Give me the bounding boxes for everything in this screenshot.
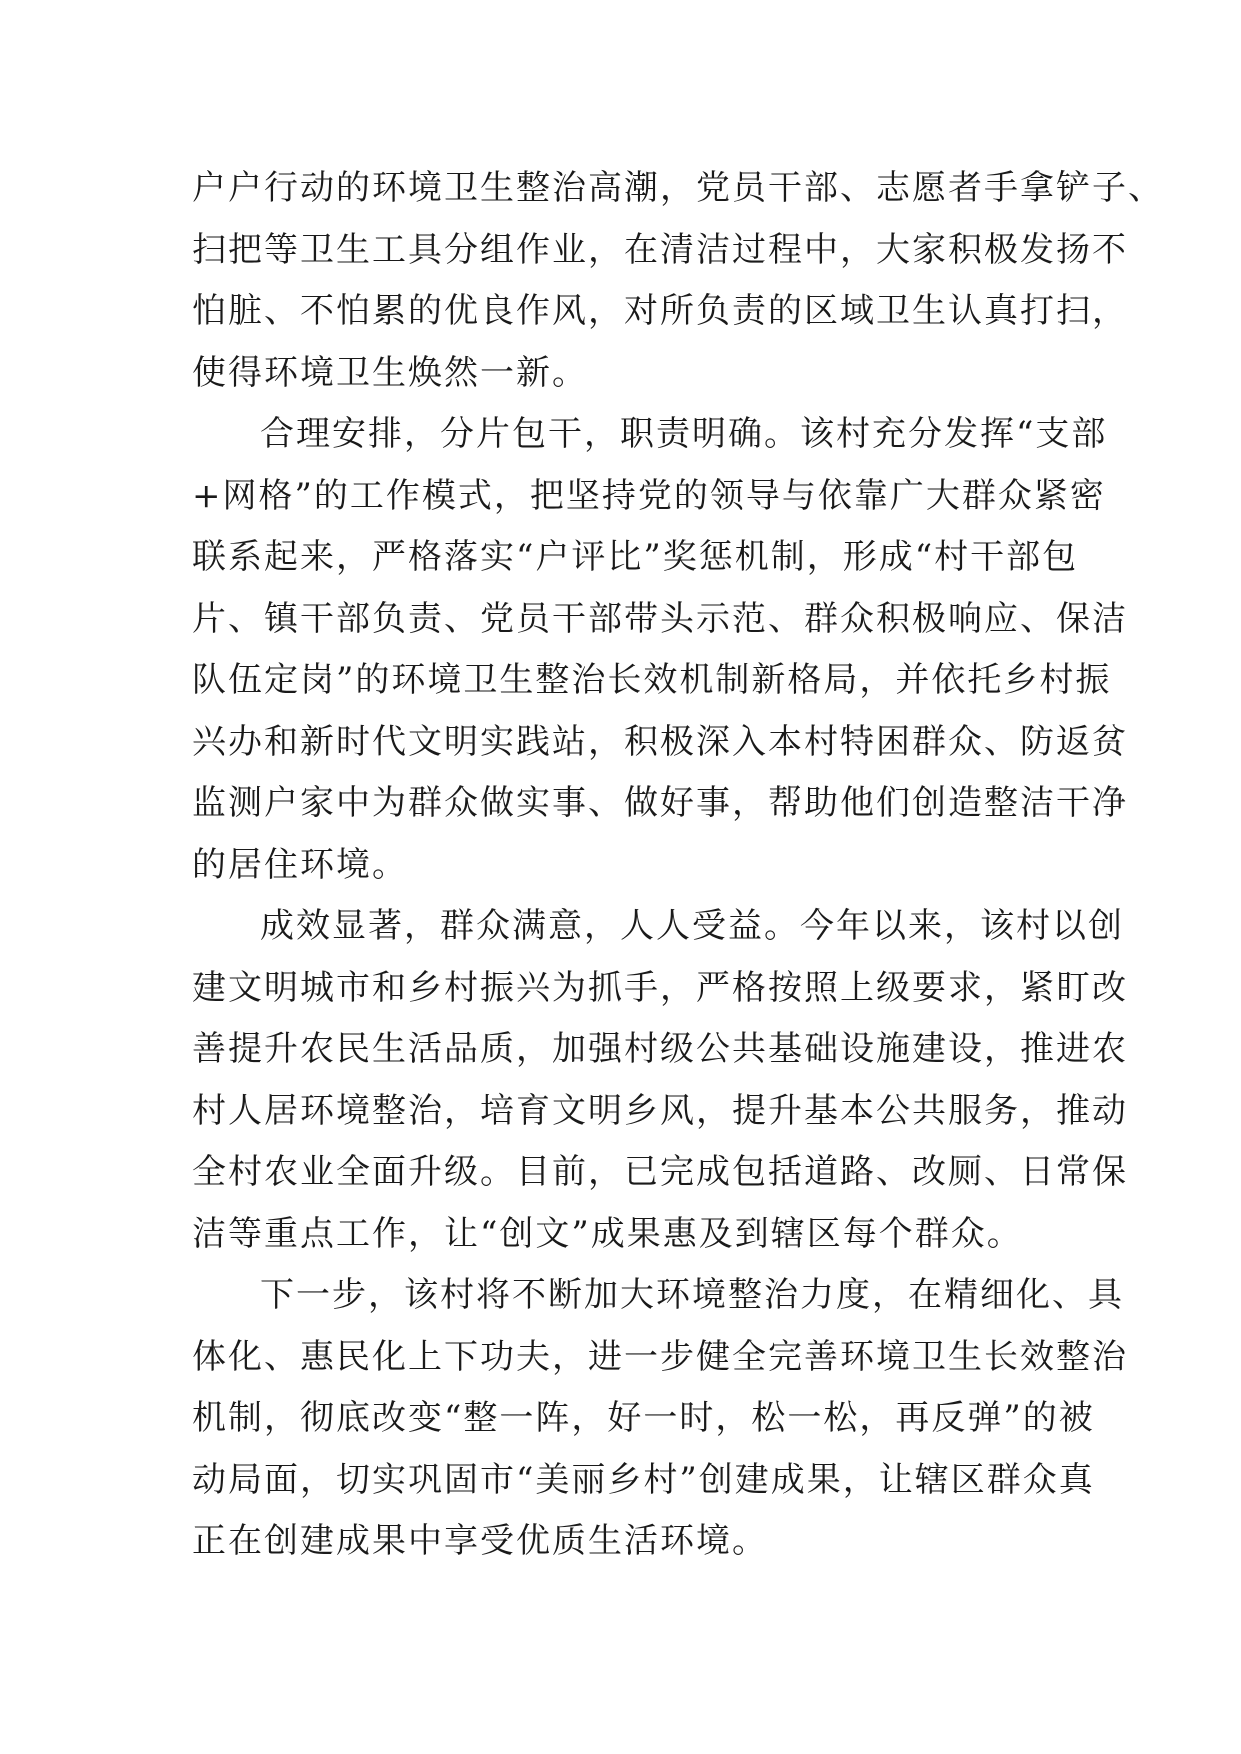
text-line: 使得环境卫生焕然一新。 — [192, 352, 588, 393]
text-line: 兴办和新时代文明实践站，积极深入本村特困群众、防返贫 — [192, 721, 1128, 762]
text-line: 户户行动的环境卫生整治高潮，党员干部、志愿者手拿铲子、 — [192, 168, 1164, 208]
text-line: 村人居环境整治，培育文明乡风，提升基本公共服务，推动 — [192, 1090, 1128, 1131]
text-line: 正在创建成果中享受优质生活环境。 — [192, 1521, 768, 1561]
text-line: +网格”的工作模式，把坚持党的领导与依靠广大群众紧密 — [192, 475, 1106, 516]
text-line: 动局面，切实巩固市“美丽乡村”创建成果，让辖区群众真 — [192, 1459, 1095, 1500]
text-line: 队伍定岗”的环境卫生整治长效机制新格局，并依托乡村振 — [192, 660, 1112, 700]
text-line: 全村农业全面升级。目前，已完成包括道路、改厕、日常保 — [192, 1152, 1128, 1192]
text-line: 联系起来，严格落实“户评比”奖惩机制，形成“村干部包 — [192, 537, 1079, 577]
text-line: 体化、惠民化上下功夫，进一步健全完善环境卫生长效整治 — [192, 1336, 1128, 1377]
paragraph-first-line: 下一步，该村将不断加大环境整治力度，在精细化、具 — [260, 1275, 1124, 1315]
text-line: 善提升农民生活品质，加强村级公共基础设施建设，推进农 — [192, 1029, 1128, 1069]
text-line: 片、镇干部负责、党员干部带头示范、群众积极响应、保洁 — [192, 598, 1128, 639]
body-text — [192, 158, 1164, 1573]
text-line: 扫把等卫生工具分组作业，在清洁过程中，大家积极发扬不 — [192, 229, 1128, 270]
text-line: 的居住环境。 — [192, 844, 408, 885]
text-line: 洁等重点工作，让“创文”成果惠及到辖区每个群众。 — [192, 1213, 1023, 1254]
paragraph-first-line: 成效显著，群众满意，人人受益。今年以来，该村以创 — [260, 906, 1124, 946]
paragraph-first-line: 合理安排，分片包干，职责明确。该村充分发挥“支部 — [260, 414, 1108, 454]
text-line: 建文明城市和乡村振兴为抓手，严格按照上级要求，紧盯改 — [192, 967, 1128, 1008]
text-line: 怕脏、不怕累的优良作风，对所负责的区域卫生认真打扫， — [192, 291, 1128, 331]
text-line: 监测户家中为群众做实事、做好事，帮助他们创造整洁干净 — [192, 783, 1128, 823]
text-line: 机制，彻底改变“整一阵，好一时，松一松，再反弹”的被 — [192, 1398, 1095, 1438]
